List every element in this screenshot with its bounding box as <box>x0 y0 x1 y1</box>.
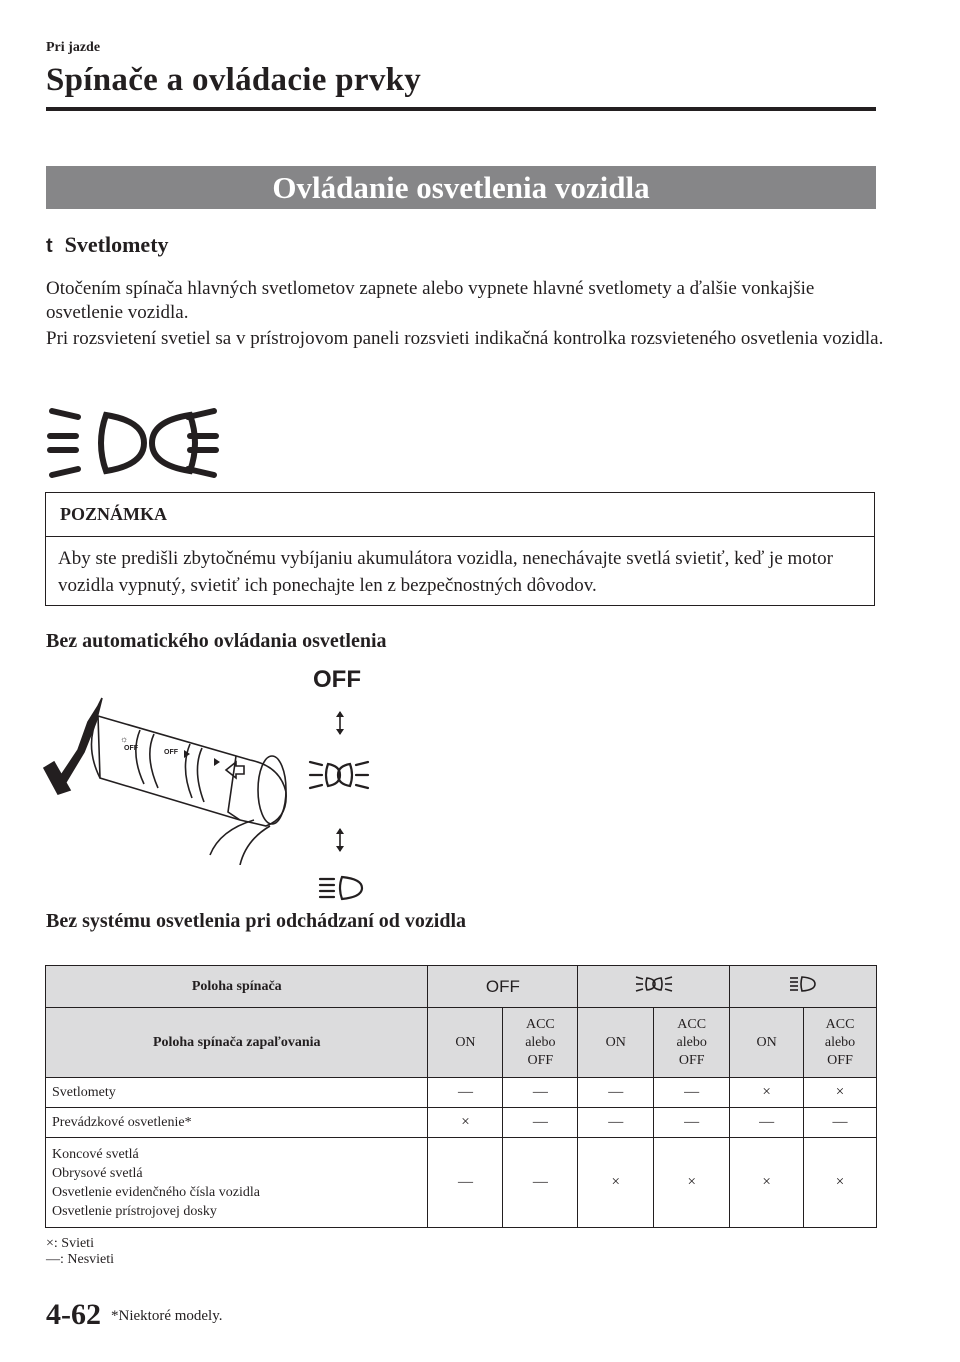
note-text: Aby ste predišli zbytočnému vybíjaniu akumulátora vozidla, nenechávajte svetlá svietiť, keď je motor vozidla vypnutý, svietiť ich ponechajte len z bezpečnostných dôvodov. <box>58 548 833 596</box>
row-label: Svetlomety <box>46 1078 428 1108</box>
state-headlights-header <box>730 966 877 1008</box>
bullet-marker: t <box>46 235 53 257</box>
headlight-indicator-icon <box>44 403 222 483</box>
lights-table <box>45 965 877 1228</box>
indicator-paragraph: Pri rozsvietení svetiel sa v prístrojovom paneli rozsvieti indikačná kontrolka rozsvieteného osvetlenia vozidla. <box>46 328 884 349</box>
table-cell: — <box>428 1078 503 1108</box>
state-parking-header <box>578 966 730 1008</box>
position-off-label: OFF <box>313 666 361 693</box>
note-box <box>45 492 875 606</box>
table-cell: × <box>730 1078 804 1108</box>
ignition-on: ON <box>730 1008 804 1078</box>
table-cell: — <box>428 1138 503 1228</box>
table-cell: × <box>804 1138 877 1228</box>
ignition-on: ON <box>578 1008 654 1078</box>
subsection-heading <box>46 232 169 258</box>
table-row <box>46 1138 877 1228</box>
svg-text:☼: ☼ <box>120 734 129 744</box>
table-cell: — <box>804 1108 877 1138</box>
ignition-position-row <box>46 1008 877 1078</box>
legend-on: ×: Svieti <box>46 1236 94 1251</box>
ignition-acc-off: ACC alebo OFF <box>804 1008 877 1078</box>
lever-off-label-1: OFF <box>124 745 138 752</box>
table-cell: — <box>578 1108 654 1138</box>
table-cell: — <box>730 1108 804 1138</box>
switch-position-row <box>46 966 877 1008</box>
table-cell: × <box>730 1138 804 1228</box>
table-cell: — <box>654 1108 730 1138</box>
note-heading: POZNÁMKA <box>46 493 874 537</box>
intro-paragraph: Otočením spínača hlavných svetlometov zapnete alebo vypnete hlavné svetlomety a ďalšie vonkajšie osvetlenie vozidla. <box>46 278 815 323</box>
banner-title: Ovládanie osvetlenia vozidla <box>272 170 650 205</box>
figure-caption: Bez automatického ovládania osvetlenia <box>46 630 387 652</box>
headlights-icon <box>318 873 368 903</box>
row-label: Prevádzkové osvetlenie* <box>46 1108 428 1138</box>
table-legend <box>46 1236 114 1268</box>
headlights-icon <box>788 974 818 994</box>
legend-off: —: Nesvieti <box>46 1252 115 1267</box>
table-cell: × <box>804 1078 877 1108</box>
double-arrow-icon <box>332 710 348 736</box>
table-cell: × <box>654 1138 730 1228</box>
state-off-header <box>428 966 578 1008</box>
table-cell: — <box>503 1108 578 1138</box>
table-caption: Bez systému osvetlenia pri odchádzaní od vozidla <box>46 910 467 932</box>
page-title: Spínače a ovládacie prvky <box>46 62 422 98</box>
section-banner <box>46 166 876 209</box>
table-cell: — <box>578 1078 654 1108</box>
subsection-title: Svetlomety <box>64 232 169 257</box>
table-row <box>46 1108 877 1138</box>
double-arrow-icon <box>332 827 348 853</box>
section-label: Pri jazde <box>46 40 101 55</box>
ignition-acc-off: ACC alebo OFF <box>654 1008 730 1078</box>
table-cell: — <box>654 1078 730 1108</box>
headlight-lever-switch-illustration <box>40 690 300 865</box>
page-number: 4-62 <box>46 1298 101 1331</box>
table-row <box>46 1078 877 1108</box>
footnote: *Niektoré modely. <box>111 1308 223 1324</box>
table-cell: — <box>503 1138 578 1228</box>
table-cell: × <box>578 1138 654 1228</box>
lever-off-label-2: OFF <box>164 749 178 756</box>
ignition-on: ON <box>428 1008 503 1078</box>
ignition-position-header: Poloha spínača zapaľovania <box>46 1008 428 1078</box>
row-label: Koncové svetlá Obrysové svetlá Osvetlenie evidenčného čísla vozidla Osvetlenie prístrojovej dosky <box>46 1138 428 1228</box>
title-rule <box>46 107 876 111</box>
ignition-acc-off: ACC alebo OFF <box>503 1008 578 1078</box>
parking-lights-icon <box>308 758 370 792</box>
state-off-label: OFF <box>485 976 520 996</box>
parking-lights-icon <box>634 974 674 994</box>
switch-position-header: Poloha spínača <box>46 966 428 1008</box>
table-cell: × <box>428 1108 503 1138</box>
table-cell: — <box>503 1078 578 1108</box>
